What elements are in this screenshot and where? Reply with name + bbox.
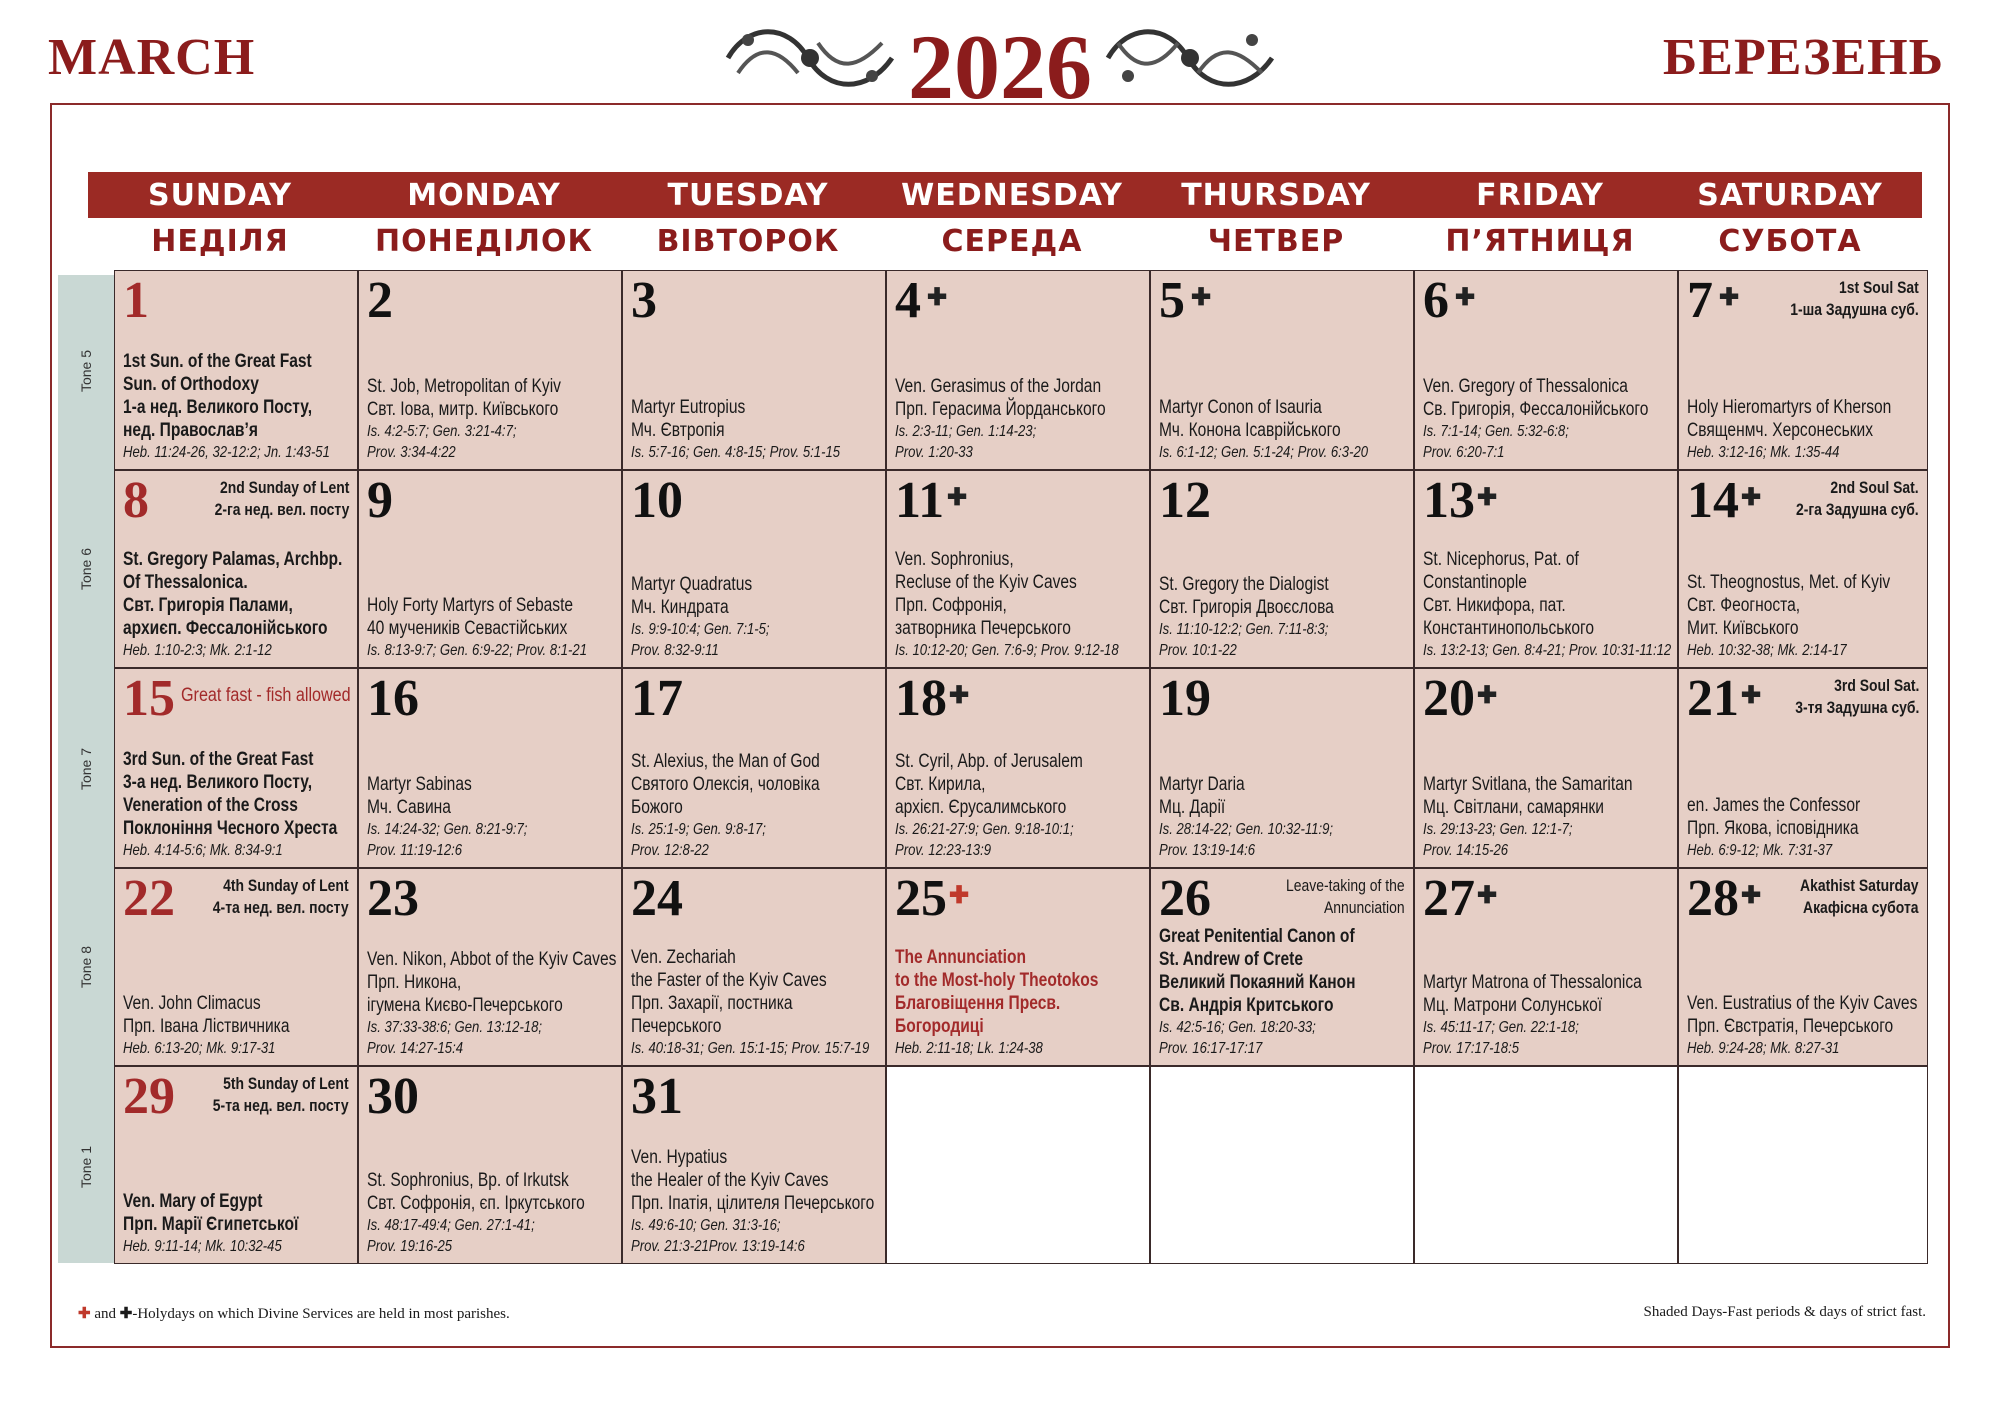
day-cell[interactable] [1678,868,1928,1066]
day-cell[interactable] [358,668,622,868]
feast-en: St. Alexius, the Man of God [631,751,820,772]
readings: Prov. 13:19-14:6 [1159,842,1256,859]
note-en: 4th Sunday of Lent [223,876,349,895]
feast-en: St. Nicephorus, Pat. of [1423,549,1579,570]
readings: Heb. 11:24-26, 32-12:2; Jn. 1:43-51 [123,444,330,461]
cross-icon: ✚ [1477,484,1498,511]
feast-en: the Healer of the Kyiv Caves [631,1170,829,1191]
readings: Prov. 12:8-22 [631,842,709,859]
day-body [367,773,527,861]
feast-ua: архиєп. Фессалонійського [123,618,328,639]
feast-en: The Annunciation [895,947,1026,968]
readings: Is. 25:1-9; Gen. 9:8-17; [631,821,766,838]
day-number: 13 [1423,472,1475,529]
feast-ua: Святого Олексія, чоловіка [631,774,820,795]
day-number: 19 [1159,670,1211,727]
legend-text: -Holydays on which Divine Services are held in most parishes. [132,1306,510,1322]
day-cell[interactable] [1678,668,1928,868]
legend-and: and [94,1306,116,1322]
readings: Is. 9:9-10:4; Gen. 7:1-5; [631,621,770,638]
weekday-header-ua [88,218,1922,266]
day-cell[interactable] [1414,270,1678,470]
note-en: 2nd Sunday of Lent [219,478,349,497]
readings: Prov. 17:17-18:5 [1423,1040,1520,1057]
day-cell[interactable] [886,470,1150,668]
fast-note: Great fast - fish allowed [181,685,351,706]
note-en: Akathist Saturday [1800,876,1919,895]
day-cell[interactable] [622,270,886,470]
day-cell[interactable] [358,868,622,1066]
readings: Is. 14:24-32; Gen. 8:21-9:7; [367,821,528,838]
day-cell[interactable] [1150,470,1414,668]
day-body [1159,573,1334,661]
feast-en: St. Cyril, Abp. of Jerusalem [895,751,1083,772]
feast-en: Ven. Nikon, Abbot of the Kyiv Caves [367,949,617,970]
feast-en: Veneration of the Cross [123,795,298,816]
day-cell[interactable] [1414,668,1678,868]
feast-en: Holy Hieromartyrs of Kherson [1687,397,1892,418]
readings: Prov. 3:34-4:22 [367,444,456,461]
day-number: 28 [1687,870,1739,927]
feast-en: Sun. of Orthodoxy [123,374,259,395]
day-cell[interactable] [1150,270,1414,470]
feast-en: St. Gregory the Dialogist [1159,574,1329,595]
feast-en: Recluse of the Kyiv Caves [895,572,1077,593]
cross-icon: ✚ [1477,882,1498,909]
day-cell[interactable] [622,868,886,1066]
footer-legend [78,1304,510,1323]
day-body [1687,396,1891,463]
feast-en: Martyr Daria [1159,774,1245,795]
feast-en: Martyr Eutropius [631,397,746,418]
day-cell[interactable] [1414,868,1678,1066]
day-cell[interactable] [114,470,358,668]
readings: Prov. 16:17-17:17 [1159,1040,1263,1057]
feast-en: Ven. Hypatius [631,1147,728,1168]
feast-ua: Богородиці [895,1016,984,1037]
day-cell[interactable] [114,1066,358,1264]
weekday-en: WEDNESDAY [901,178,1123,213]
feast-ua: Прп. Марії Єгипетської [123,1214,299,1235]
feast-en: St. Theognostus, Met. of Kyiv [1687,572,1891,593]
empty-cell [1414,1066,1678,1264]
day-body [895,750,1083,861]
readings: Heb. 2:11-18; Lk. 1:24-38 [895,1040,1043,1057]
day-body [367,1169,585,1257]
readings: Is. 8:13-9:7; Gen. 6:9-22; Prov. 8:1-21 [367,642,588,659]
weekday-ua: СЕРЕДА [941,224,1083,259]
readings: Is. 10:12-20; Gen. 7:6-9; Prov. 9:12-18 [895,642,1119,659]
day-note [214,477,349,521]
feast-ua: Поклоніння Чесного Хреста [123,818,338,839]
readings: Heb. 9:24-28; Mk. 8:27-31 [1687,1040,1840,1057]
feast-ua: Благовіщення Пресв. [895,993,1061,1014]
note-en: 2nd Soul Sat. [1830,478,1919,497]
readings: Prov. 14:15-26 [1423,842,1509,859]
readings: Prov. 6:20-7:1 [1423,444,1505,461]
day-cell[interactable] [622,470,886,668]
readings: Prov. 19:16-25 [367,1238,453,1255]
readings: Heb. 9:11-14; Mk. 10:32-45 [123,1238,282,1255]
day-number: 15 [123,670,175,727]
day-body [631,1146,874,1257]
feast-ua: Свт. Іова, митр. Київського [367,399,559,420]
day-note [1800,875,1919,919]
note-ua: 1-ша Задушна суб. [1790,300,1919,319]
day-body [123,748,337,861]
day-note [1286,875,1405,919]
cross-icon: ✚ [1741,882,1762,909]
readings: Is. 37:33-38:6; Gen. 13:12-18; [367,1019,543,1036]
day-body [367,594,587,661]
year-title: 2026 [908,16,1092,118]
cross-icon: ✚ [1477,682,1498,709]
cross-icon: ✚ [1741,484,1762,511]
readings: Heb. 10:32-38; Mk. 2:14-17 [1687,642,1847,659]
day-number: 7 [1687,272,1713,329]
day-cell[interactable] [622,668,886,868]
feast-ua: 3-а нед. Великого Посту, [123,772,313,793]
feast-ua: Константинопольського [1423,618,1595,639]
day-body [123,992,289,1059]
tone-label: Tone 7 [78,747,94,791]
feast-ua: затворника Печерського [895,618,1071,639]
feast-ua: Св. Григорія, Фессалонійського [1423,399,1649,420]
feast-en: to the Most-holy Theotokos [895,970,1099,991]
day-body [1687,571,1890,661]
day-number: 26 [1159,870,1211,927]
day-cell[interactable] [1414,470,1678,668]
feast-ua: Прп. Никона, [367,972,462,993]
feast-ua: Прп. Євстратія, Печерського [1687,1016,1894,1037]
feast-ua: 1-а нед. Великого Посту, [123,397,313,418]
feast-en: Martyr Matrona of Thessalonica [1423,972,1642,993]
feast-ua: 40 мучеників Севастійських [367,618,568,639]
tone-label: Tone 5 [78,349,94,393]
day-note [213,875,349,919]
weekday-en: TUESDAY [667,178,829,213]
day-number: 20 [1423,670,1475,727]
feast-ua: Священмч. Херсонеських [1687,420,1874,441]
feast-en: St. Job, Metropolitan of Kyiv [367,376,561,397]
day-cell[interactable] [114,868,358,1066]
cross-icon: ✚ [949,882,970,909]
feast-en: Martyr Sabinas [367,774,472,795]
readings: Is. 11:10-12:2; Gen. 7:11-8:3; [1159,621,1329,638]
feast-ua: Прп. Софронія, [895,595,1007,616]
day-cell[interactable] [622,1066,886,1264]
day-cell[interactable] [1678,470,1928,668]
readings: Prov. 11:19-12:6 [367,842,463,859]
feast-ua: Прп. Івана Ліствичника [123,1016,290,1037]
tone-label: Tone 8 [78,945,94,989]
day-number: 5 [1159,272,1185,329]
cross-icon: ✚ [1719,284,1740,311]
feast-en: Ven. John Climacus [123,993,261,1014]
weekday-en: FRIDAY [1476,178,1604,213]
feast-ua: Свт. Феогноста, [1687,595,1801,616]
day-note [213,1073,349,1117]
day-body [631,946,869,1059]
day-cell[interactable] [1150,668,1414,868]
day-number: 1 [123,272,149,329]
feast-ua: Свт. Софронія, єп. Іркутського [367,1193,585,1214]
feast-en: Of Thessalonica. [123,572,248,593]
readings: Is. 4:2-5:7; Gen. 3:21-4:7; [367,423,517,440]
note-en: 5th Sunday of Lent [223,1074,349,1093]
feast-ua: Прп. Захарії, постника [631,993,793,1014]
month-title-en: MARCH [48,29,256,86]
feast-ua: Мц. Матрони Солунської [1423,995,1603,1016]
day-cell[interactable] [886,668,1150,868]
readings: Is. 6:1-12; Gen. 5:1-24; Prov. 6:3-20 [1159,444,1369,461]
feast-ua: Свт. Никифора, пат. [1423,595,1566,616]
day-cell[interactable] [114,270,358,470]
weekday-en: THURSDAY [1181,178,1371,213]
empty-cell [1678,1066,1928,1264]
weekday-ua: НЕДІЛЯ [151,224,289,259]
readings: Heb. 3:12-16; Mk. 1:35-44 [1687,444,1840,461]
feast-en: Holy Forty Martyrs of Sebaste [367,595,574,616]
note-ua: Акафісна субота [1803,898,1919,917]
day-cell[interactable] [358,270,622,470]
day-body [895,548,1119,661]
day-number: 31 [631,1068,683,1125]
weekday-ua: ПОНЕДІЛОК [374,224,594,259]
weekday-ua: ЧЕТВЕР [1207,224,1345,259]
feast-ua: Мит. Київського [1687,618,1799,639]
feast-ua: Прп. Іпатія, цілителя Печерського [631,1193,875,1214]
day-body [123,1190,298,1257]
cross-icon: ✚ [1455,284,1476,311]
feast-en: Ven. Zechariah [631,947,736,968]
feast-ua: ігумена Києво-Печерського [367,995,563,1016]
day-body [1423,971,1642,1059]
feast-en: St. Sophronius, Bp. of Irkutsk [367,1170,569,1191]
readings: Prov. 14:27-15:4 [367,1040,464,1057]
cross-icon: ✚ [947,484,968,511]
day-note [1790,277,1919,321]
readings: Is. 13:2-13; Gen. 8:4-21; Prov. 10:31-11:12 [1423,642,1672,659]
day-body [895,946,1098,1059]
feast-ua: Мч. Киндрата [631,597,729,618]
feast-ua: Свт. Григорія Двоєслова [1159,597,1334,618]
day-body [631,573,770,661]
feast-ua: Прп. Якова, ісповідника [1687,818,1859,839]
day-body [1687,794,1860,861]
day-number: 14 [1687,472,1739,529]
readings: Heb. 6:13-20; Mk. 9:17-31 [123,1040,276,1057]
day-number: 9 [367,472,393,529]
cross-icon: ✚ [119,1306,133,1322]
readings: Prov. 10:1-22 [1159,642,1237,659]
feast-en: the Faster of the Kyiv Caves [631,970,827,991]
day-number: 10 [631,472,683,529]
readings: Is. 7:1-14; Gen. 5:32-6:8; [1423,423,1569,440]
feast-en: Martyr Svitlana, the Samaritan [1423,774,1633,795]
readings: Is. 2:3-11; Gen. 1:14-23; [895,423,1037,440]
empty-cell [1150,1066,1414,1264]
day-number: 8 [123,472,149,529]
readings: Is. 45:11-17; Gen. 22:1-18; [1423,1019,1579,1036]
day-number: 21 [1687,670,1739,727]
readings: Prov. 8:32-9:11 [631,642,719,659]
feast-ua: Мц. Світлани, самарянки [1423,797,1604,818]
note-ua: 4-та нед. вел. посту [213,898,349,917]
tone-label: Tone 1 [78,1145,94,1189]
day-body [1687,992,1917,1059]
feast-en: Martyr Quadratus [631,574,753,595]
day-number: 30 [367,1068,419,1125]
red-cross-icon: ✚ [78,1306,91,1322]
feast-en: Ven. Sophronius, [895,549,1014,570]
readings: Is. 28:14-22; Gen. 10:32-11:9; [1159,821,1334,838]
note-en: 1st Soul Sat [1839,278,1919,297]
readings: Is. 29:13-23; Gen. 12:1-7; [1423,821,1573,838]
weekday-en: SUNDAY [147,178,293,213]
feast-en: St. Gregory Palamas, Archbp. [123,549,343,570]
day-cell[interactable] [358,1066,622,1264]
day-body [631,750,820,861]
note-en: Leave-taking of the [1286,876,1405,895]
note-ua: 3-тя Задушна суб. [1794,698,1919,717]
note-ua: 2-га нед. вел. посту [214,500,349,519]
day-body [1159,396,1368,463]
day-number: 25 [895,870,947,927]
day-cell[interactable] [114,668,358,868]
tone-column [58,275,114,1263]
cross-icon: ✚ [949,682,970,709]
day-number: 18 [895,670,947,727]
day-body [123,548,342,661]
day-note [1796,477,1919,521]
feast-en: 3rd Sun. of the Great Fast [123,749,314,770]
day-body [1423,375,1648,463]
feast-ua: Божого [631,797,683,818]
day-number: 12 [1159,472,1211,529]
readings: Prov. 21:3-21Prov. 13:19-14:6 [631,1238,805,1255]
day-body [1423,773,1633,861]
note-ua: 5-та нед. вел. посту [213,1096,349,1115]
day-cell[interactable] [886,868,1150,1066]
feast-ua: нед. Православ’я [123,420,258,441]
cross-icon: ✚ [1191,284,1212,311]
readings: Is. 48:17-49:4; Gen. 27:1-41; [367,1217,535,1234]
day-number: 2 [367,272,393,329]
readings: Is. 49:6-10; Gen. 31:3-16; [631,1217,781,1234]
note-ua: 2-га Задушна суб. [1796,500,1919,519]
day-number: 24 [631,870,683,927]
day-number: 11 [895,472,945,529]
feast-ua: Мч. Конона Ісаврійського [1159,420,1341,441]
day-number: 23 [367,870,419,927]
feast-ua: Великий Покаяний Канон [1159,972,1356,993]
day-number: 22 [123,870,175,927]
day-body [895,375,1106,463]
day-body [123,350,330,463]
feast-ua: Свт. Кирила, [895,774,986,795]
readings: Heb. 6:9-12; Mk. 7:31-37 [1687,842,1833,859]
feast-ua: Мч. Савина [367,797,451,818]
cross-icon: ✚ [927,284,948,311]
month-title-ua: БЕРЕЗЕНЬ [1662,29,1944,86]
feast-en: Constantinople [1423,572,1527,593]
weekday-en: SATURDAY [1697,178,1883,213]
feast-en: St. Andrew of Crete [1159,949,1303,970]
day-note [1795,675,1919,719]
weekday-ua: ВІВТОРОК [656,224,840,259]
feast-en: Ven. Gerasimus of the Jordan [895,376,1102,397]
day-cell[interactable] [886,270,1150,470]
feast-ua: Свт. Григорія Палами, [123,595,293,616]
day-body [1159,773,1333,861]
weekday-en: MONDAY [407,178,561,213]
tone-label: Tone 6 [78,547,94,591]
cross-icon: ✚ [1741,682,1762,709]
readings: Prov. 12:23-13:9 [895,842,992,859]
day-body [631,396,840,463]
feast-ua: Печерського [631,1016,722,1037]
feast-ua: Прп. Герасима Йорданського [895,399,1106,420]
day-body [1159,925,1356,1059]
note-en: Annunciation [1324,898,1405,917]
readings: Heb. 1:10-2:3; Mk. 2:1-12 [123,642,272,659]
feast-ua: Мч. Євтропія [631,420,725,441]
day-body [367,375,561,463]
feast-en: Ven. Eustratius of the Kyiv Caves [1687,993,1918,1014]
day-number: 16 [367,670,419,727]
day-number: 27 [1423,870,1475,927]
weekday-ua: П’ЯТНИЦЯ [1445,224,1635,259]
readings: Is. 26:21-27:9; Gen. 9:18-10:1; [895,821,1074,838]
footer-shading-note: Shaded Days-Fast periods & days of strict fast. [1643,1304,1926,1320]
day-number: 29 [123,1068,175,1125]
day-body [367,948,616,1059]
empty-cell [886,1066,1150,1264]
note-en: 3rd Soul Sat. [1833,676,1919,695]
day-number: 3 [631,272,657,329]
weekday-header-en [88,172,1922,218]
feast-en: en. James the Confessor [1687,795,1861,816]
readings: Prov. 1:20-33 [895,444,973,461]
feast-ua: Мц. Дарії [1159,797,1226,818]
day-number: 4 [895,272,921,329]
day-number: 17 [631,670,683,727]
feast-en: Ven. Gregory of Thessalonica [1423,376,1628,397]
feast-ua: Св. Андрія Критського [1159,995,1334,1016]
feast-en: 1st Sun. of the Great Fast [123,351,312,372]
day-body [1423,548,1671,661]
day-cell[interactable] [1678,270,1928,470]
day-cell[interactable] [1150,868,1414,1066]
feast-en: Ven. Mary of Egypt [123,1191,263,1212]
weekday-ua: СУБОТА [1718,224,1862,259]
readings: Is. 42:5-16; Gen. 18:20-33; [1159,1019,1316,1036]
readings: Heb. 4:14-5:6; Mk. 8:34-9:1 [123,842,283,859]
feast-en: Great Penitential Canon of [1159,926,1355,947]
day-cell[interactable] [358,470,622,668]
day-number: 6 [1423,272,1449,329]
readings: Is. 5:7-16; Gen. 4:8-15; Prov. 5:1-15 [631,444,841,461]
ornament-right-icon [1098,18,1282,98]
feast-en: Martyr Conon of Isauria [1159,397,1322,418]
readings: Is. 40:18-31; Gen. 15:1-15; Prov. 15:7-19 [631,1040,870,1057]
feast-ua: архієп. Єрусалимського [895,797,1067,818]
